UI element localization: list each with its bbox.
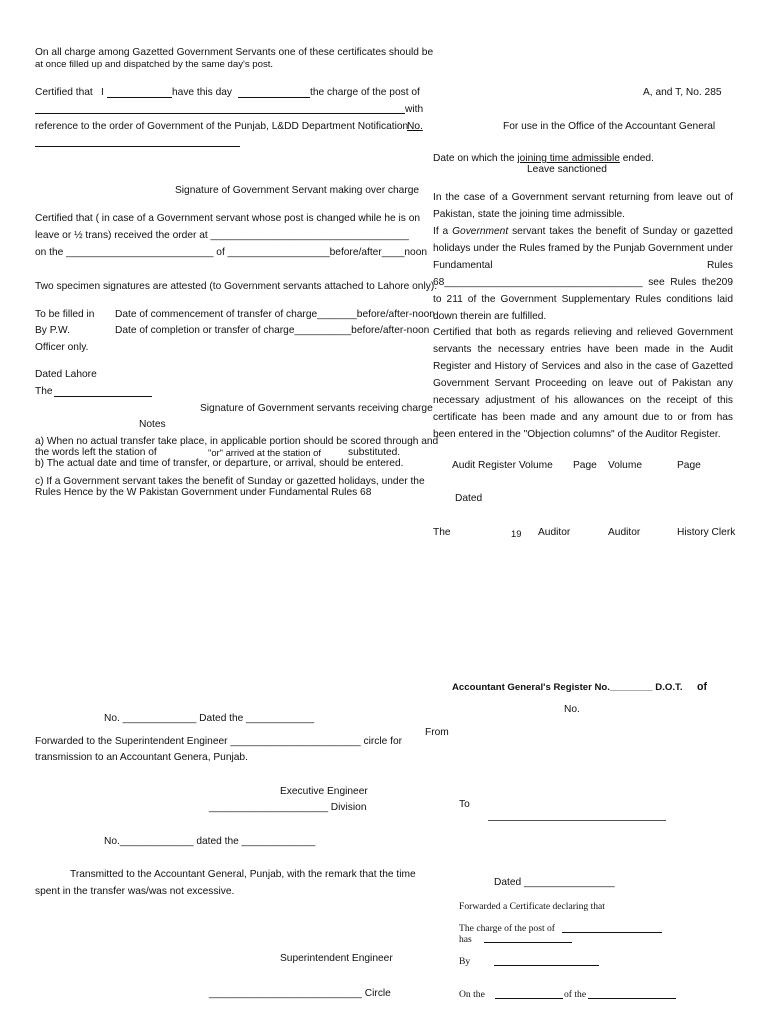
pw-label-3: Officer only. — [35, 342, 89, 353]
the-label-right: The — [433, 527, 451, 538]
br-on-the-line — [495, 998, 563, 999]
cert-reference: reference to the order of Government of the Punjab, L&DD Department Notification — [35, 121, 409, 132]
bl-forwarded-1: Forwarded to the Superintendent Engineer _______________________ circle for — [35, 736, 403, 747]
para1-b — [433, 223, 733, 325]
cert-i: I — [101, 87, 104, 98]
bl-forwarded-2: transmission to an Accountant Genera, Punjab. — [35, 752, 248, 763]
br-of-the: of the — [564, 989, 587, 1000]
certified2-line-3: on the __________________________ of __________________before/after____noon — [35, 247, 428, 258]
date-completion: Date of completion or transfer of charge__________before/after-noon — [115, 325, 430, 336]
br-dated: Dated ________________ — [494, 877, 615, 888]
br-no: No. — [564, 704, 580, 715]
br-has-line — [484, 942, 572, 943]
bl-superintendent-engineer: Superintendent Engineer — [280, 953, 393, 964]
date-joining-underlined: joining time admissible — [517, 153, 620, 164]
sig-receiving: Signature of Government servants receiving charge — [200, 403, 433, 414]
br-ag-register: Accountant General's Register No.________ D.O.T. — [452, 682, 683, 693]
dated-label: Dated — [455, 493, 483, 504]
blank-post-line — [35, 113, 405, 114]
date-joining-post: ended. — [622, 153, 654, 164]
note-a-line-2a: the words left the station of — [35, 447, 157, 458]
br-forwarded-cert: Forwarded a Certificate declaring that — [459, 901, 605, 912]
leave-sanctioned: Leave sanctioned — [527, 164, 607, 175]
dated-lahore: Dated Lahore — [35, 369, 97, 380]
date-joining-pre: Date on which the — [433, 153, 515, 164]
br-by: By — [459, 956, 471, 967]
history-clerk-label: History Clerk — [677, 527, 736, 538]
br-on-the: On the — [459, 989, 485, 1000]
intro-line-2: at once filled up and dispatched by the same day's post. — [35, 59, 274, 70]
br-by-line — [494, 965, 599, 966]
note-c-line-2: Rules Hence by the W Pakistan Government under Fundamental Rules 68 — [35, 487, 372, 498]
page-label-2: Page — [677, 460, 701, 471]
note-a-line-2b: "or" arrived at the station of — [208, 447, 321, 458]
br-to: To — [459, 799, 470, 810]
blank-the-line — [54, 396, 152, 397]
bl-transmitted-1: Transmitted to the Accountant General, Punjab, with the remark that the time — [70, 869, 416, 880]
blank-notification-line — [35, 146, 240, 147]
certified2-line-2: leave or ½ trans) received the order at ___________________________________ — [35, 230, 409, 241]
certified2-line-1: Certified that ( in case of a Government servant whose post is changed while he is on — [35, 213, 421, 224]
pw-label-2: By P.W. — [35, 325, 70, 336]
audit-register-volume: Audit Register Volume — [452, 460, 553, 471]
date-commencement: Date of commencement of transfer of charge_______before/after-noon — [115, 309, 435, 320]
br-of-the-line — [588, 998, 676, 999]
para1-b-2: servant takes the benefit of Sunday or gazetted holidays under the Rules framed by the Punjab Government under Fundamental Rules 68___________________________________ see Rules the209 to 211 of the Government Supplementary Rules conditions laid down therein are fulfilled. — [433, 226, 733, 322]
the-label: The — [35, 386, 53, 397]
blank-charge-line — [238, 97, 310, 98]
para1-b-italic: Government — [452, 226, 509, 237]
bl-executive-engineer: Executive Engineer — [280, 786, 368, 797]
note-c-line-1: c) If a Government servant takes the benefit of Sunday or gazetted holidays, under the — [35, 476, 425, 487]
bl-division: _____________________ Division — [209, 802, 367, 813]
volume-label: Volume — [608, 460, 642, 471]
for-use-office: For use in the Office of the Accountant General — [503, 121, 716, 132]
cert-with: with — [405, 104, 424, 115]
year-19: 19 — [511, 528, 522, 539]
br-has: has — [459, 934, 472, 945]
blank-name-line — [107, 97, 172, 98]
br-to-line — [488, 820, 666, 821]
right-paragraph-1 — [433, 189, 733, 325]
notes-title: Notes — [139, 419, 166, 430]
bl-circle: ___________________________ Circle — [209, 988, 391, 999]
note-a-line-2c: substituted. — [348, 447, 401, 458]
br-of: of — [697, 681, 707, 693]
para1-a: In the case of a Government servant returning from leave out of Pakistan, state the joining time admissible. — [433, 192, 733, 220]
bl-transmitted-2: spent in the transfer was/was not excessive. — [35, 886, 235, 897]
cert-no: No. — [407, 121, 423, 132]
sig-making-over: Signature of Government Servant making over charge — [175, 185, 420, 196]
auditor-label-1: Auditor — [538, 527, 571, 538]
bl-no-dated-2: No._____________ dated the _____________ — [104, 836, 316, 847]
bl-no-dated: No. _____________ Dated the ____________ — [104, 713, 315, 724]
cert-have-this-day: have this day — [172, 87, 233, 98]
cert-the-charge: the charge of the post of — [310, 87, 420, 98]
br-from: From — [425, 727, 449, 738]
cert-certified-that: Certified that — [35, 87, 93, 98]
specimen-signatures: Two specimen signatures are attested (to Government servants attached to Lahore only). — [35, 281, 438, 292]
br-charge-post-line — [562, 932, 662, 933]
right-paragraph-2: Certified that both as regards relieving and relieved Government servants the necessary entries have been made in the Audit Register and History of Services and also in the case of Gazetted Government Servant Proceeding on leave out of Pakistan any necessary adjustment of his allowances on the receipt of this certificate has been made and any amount due to or from has been entered in the "Objection columns" of the Auditor Register. — [433, 327, 733, 440]
note-a-line-1: a) When no actual transfer take place, in applicable portion should be scored through and — [35, 436, 439, 447]
para1-b-1: If a — [433, 226, 449, 237]
form-number: A, and T, No. 285 — [643, 87, 722, 98]
note-b: b) The actual date and time of transfer, or departure, or arrival, should be entered. — [35, 458, 404, 469]
pw-label-1: To be filled in — [35, 309, 95, 320]
auditor-label-2: Auditor — [608, 527, 641, 538]
br-charge-post: The charge of the post of — [459, 923, 555, 934]
intro-line-1: On all charge among Gazetted Government Servants one of these certificates should be — [35, 47, 434, 58]
page-label-1: Page — [573, 460, 597, 471]
